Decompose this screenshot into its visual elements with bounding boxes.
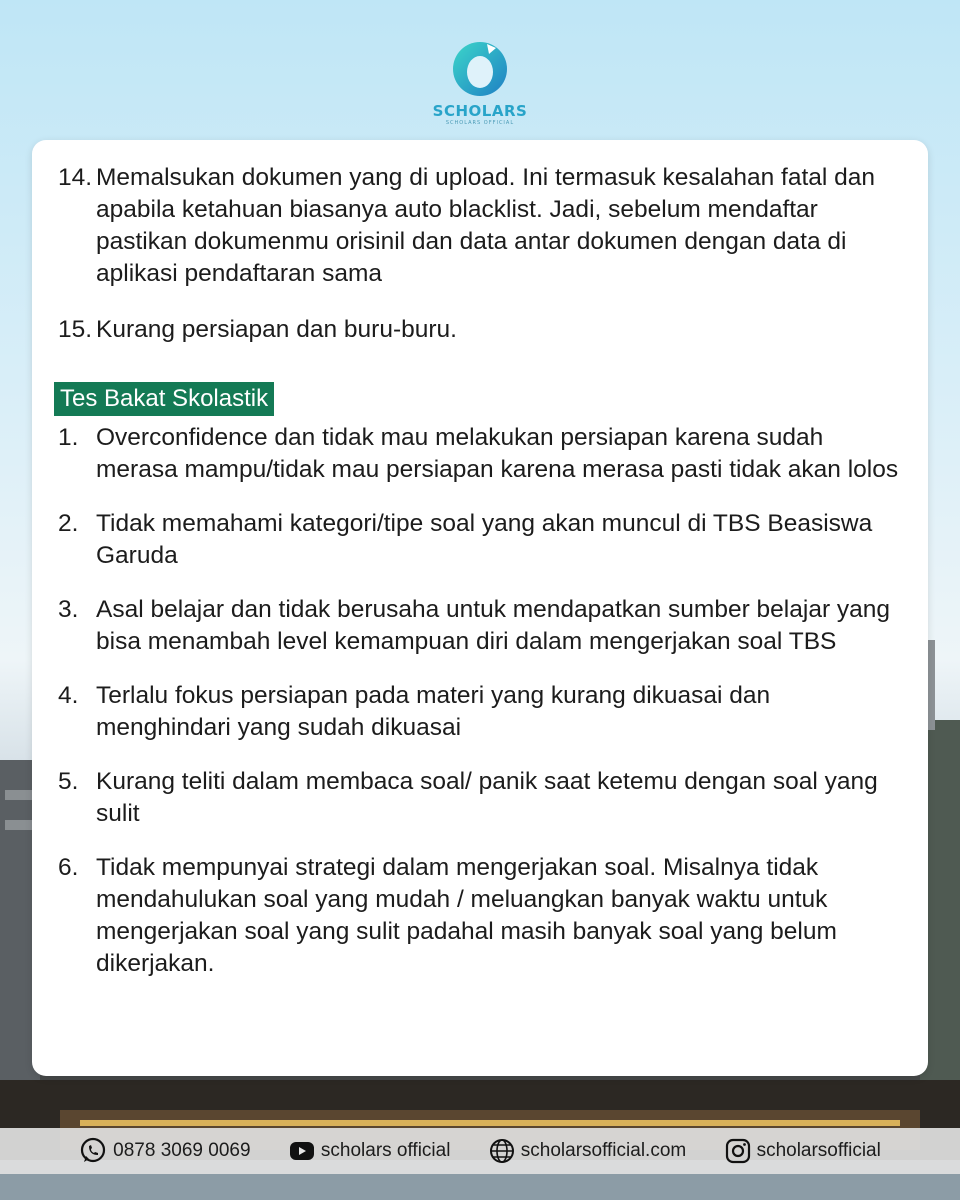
list-item-number: 3. [58, 596, 79, 623]
list-item-text: Overconfidence dan tidak mau melakukan persiapan karena sudah merasa mampu/tidak mau persiapan karena merasa pasti tidak akan lolos [96, 424, 899, 483]
list-item-number: 5. [58, 768, 79, 795]
instagram-icon [725, 1138, 751, 1164]
list-item-number: 1. [58, 424, 79, 451]
scholars-logo-icon [449, 38, 511, 100]
list-item [58, 594, 902, 658]
list-item-number: 15. [58, 316, 93, 343]
list-item [58, 422, 902, 486]
list-item-text: Terlalu fokus persiapan pada materi yang kurang dikuasai dan menghindari yang sudah dikuasai [96, 682, 771, 741]
brand-tagline: SCHOLARS OFFICIAL [445, 120, 515, 126]
list-item-number: 14. [58, 164, 93, 191]
list-item [58, 162, 902, 290]
globe-icon [489, 1138, 515, 1164]
footer-youtube[interactable] [289, 1140, 451, 1162]
list-item [58, 766, 902, 830]
youtube-icon [289, 1140, 315, 1162]
list-item [58, 314, 902, 346]
list-item-text: Asal belajar dan tidak berusaha untuk mendapatkan sumber belajar yang bisa menambah level kemampuan diri dalam mengerjakan soal TBS [96, 596, 891, 655]
footer-phone-text: 0878 3069 0069 [113, 1140, 251, 1161]
content-body [58, 162, 902, 1002]
list-item [58, 852, 902, 980]
footer-youtube-text: scholars official [320, 1140, 451, 1161]
list-item [58, 680, 902, 744]
list-tbs-mistakes [58, 422, 902, 980]
list-item-number: 6. [58, 854, 79, 881]
whatsapp-icon [79, 1137, 107, 1165]
list-item-text: Tidak memahami kategori/tipe soal yang akan muncul di TBS Beasiswa Garuda [96, 510, 873, 569]
footer-whatsapp[interactable] [79, 1137, 250, 1165]
list-item-text: Kurang persiapan dan buru-buru. [96, 316, 457, 343]
scholars-logo [410, 38, 550, 126]
list-item-text: Kurang teliti dalam membaca soal/ panik saat ketemu dengan soal yang sulit [96, 768, 878, 827]
footer-instagram[interactable] [725, 1138, 881, 1164]
brand-name: SCHOLARS [432, 102, 528, 120]
footer-website-text: scholarsofficial.com [520, 1140, 687, 1161]
list-document-mistakes [58, 162, 902, 346]
list-item-number: 2. [58, 510, 79, 537]
contact-footer [0, 1128, 960, 1174]
section-label-tbs: Tes Bakat Skolastik [54, 382, 274, 416]
footer-instagram-text: scholarsofficial [756, 1140, 881, 1161]
content-card [32, 140, 928, 1076]
footer-website[interactable] [489, 1138, 686, 1164]
list-item-text: Memalsukan dokumen yang di upload. Ini termasuk kesalahan fatal dan apabila ketahuan biasanya auto blacklist. Jadi, sebelum mendaftar pastikan dokumenmu orisinil dan data antar dokumen dengan data di aplikasi pendaftaran sama [96, 164, 876, 287]
list-item-number: 4. [58, 682, 79, 709]
list-item [58, 508, 902, 572]
list-item-text: Tidak mempunyai strategi dalam mengerjakan soal. Misalnya tidak mendahulukan soal yang mudah / meluangkan banyak waktu untuk mengerjakan soal yang sulit padahal masih banyak soal yang belum dikerjakan. [96, 854, 837, 977]
